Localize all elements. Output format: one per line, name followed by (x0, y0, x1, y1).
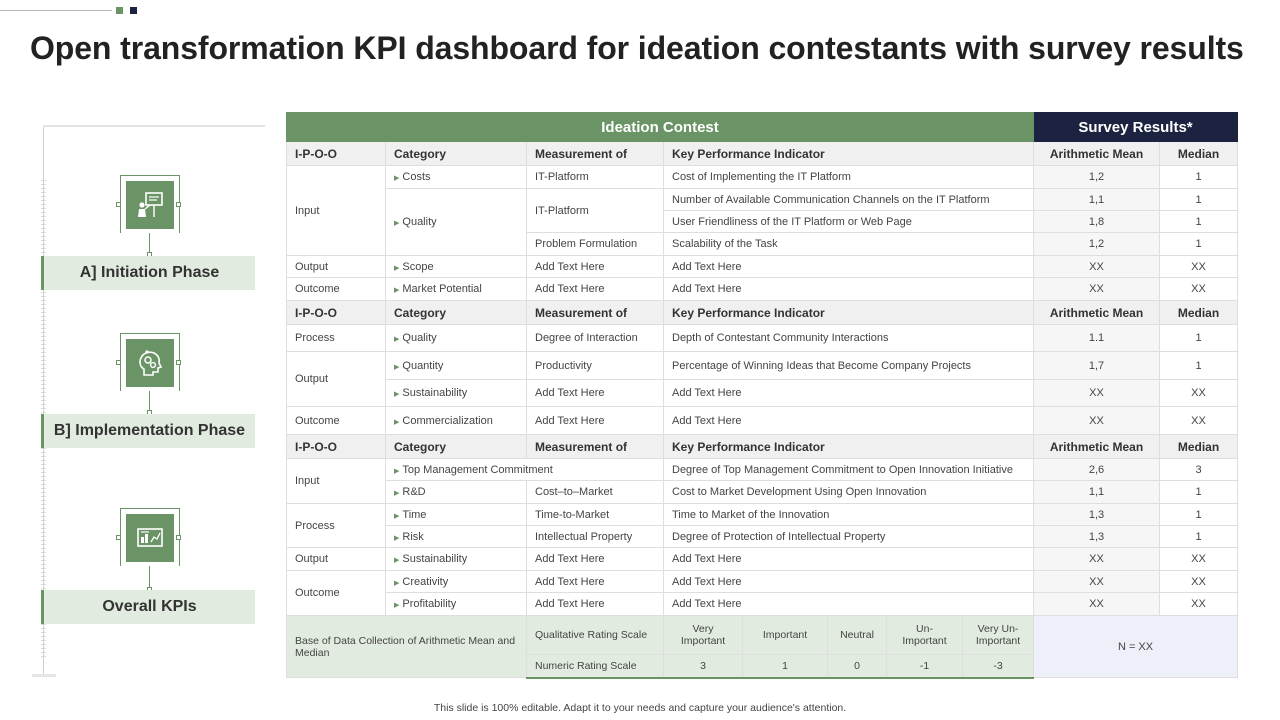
footer-note: This slide is 100% editable. Adapt it to your needs and capture your audience's attention. (433, 702, 847, 714)
measurement-cell: Cost–to–Market (527, 481, 664, 504)
phase-c-label: Overall KPIs (41, 590, 255, 624)
kpi-cell: User Friendliness of the IT Platform or Web Page (664, 211, 1034, 233)
ideation-contest-header: Ideation Contest (287, 113, 1034, 142)
phase-a-knob-right (176, 202, 181, 207)
table-row (287, 526, 1238, 548)
mean-cell: 1.1 (1034, 325, 1160, 352)
scale-num: -1 (887, 655, 963, 678)
section-2-header (287, 301, 1238, 325)
triangle-right-icon: ▶ (394, 175, 400, 182)
col-mean: Arithmetic Mean (1034, 435, 1160, 459)
kpi-cell: Add Text Here (664, 278, 1034, 301)
triangle-right-icon: ▶ (394, 467, 400, 475)
group-process: Process (287, 325, 386, 352)
median-cell: XX (1160, 571, 1238, 593)
col-category: Category (386, 142, 527, 166)
scale-num: -3 (963, 655, 1034, 678)
group-output: Output (287, 548, 386, 571)
median-cell: 1 (1160, 352, 1238, 380)
page-title: Open transformation KPI dashboard for ideation contestants with survey results (30, 30, 1244, 66)
col-kpi: Key Performance Indicator (664, 301, 1034, 325)
mean-cell: XX (1034, 380, 1160, 407)
table-row (287, 325, 1238, 352)
scale-num: 0 (828, 655, 887, 678)
kpi-cell: Cost to Market Development Using Open Innovation (664, 481, 1034, 504)
mean-cell: 1,1 (1034, 481, 1160, 504)
chart-board-icon (126, 514, 174, 562)
measurement-cell: Add Text Here (527, 380, 664, 407)
category-cell: ▶ Sustainability (386, 548, 527, 571)
phase-c-stem (149, 566, 150, 588)
col-mean: Arithmetic Mean (1034, 142, 1160, 166)
measurement-cell: IT-Platform (527, 189, 664, 233)
table-row (287, 548, 1238, 571)
table-row (287, 459, 1238, 481)
median-cell: 3 (1160, 459, 1238, 481)
timeline-top-line (43, 125, 265, 127)
median-cell: XX (1160, 278, 1238, 301)
mean-cell: 1,1 (1034, 189, 1160, 211)
col-median: Median (1160, 142, 1238, 166)
phase-c-knob-left (116, 535, 121, 540)
group-input: Input (287, 459, 386, 504)
kpi-cell: Add Text Here (664, 380, 1034, 407)
kpi-cell: Add Text Here (664, 548, 1034, 571)
qualitative-scale-label: Qualitative Rating Scale (527, 616, 664, 655)
triangle-right-icon: ▶ (394, 512, 400, 520)
group-outcome: Outcome (287, 571, 386, 616)
category-cell: ▶ R&D (386, 481, 527, 504)
scale-qual: Important (743, 616, 828, 655)
group-input: Input (287, 166, 386, 256)
rating-scale-qualitative-row (287, 616, 1238, 655)
scale-qual: Neutral (828, 616, 887, 655)
median-cell: XX (1160, 407, 1238, 435)
section-1-header (287, 142, 1238, 166)
median-cell: 1 (1160, 526, 1238, 548)
category-cell: ▶ Market Potential (386, 278, 527, 301)
mean-cell: 1,3 (1034, 504, 1160, 526)
kpi-cell: Add Text Here (664, 593, 1034, 616)
phase-c-knob-right (176, 535, 181, 540)
measurement-cell: Add Text Here (527, 571, 664, 593)
col-measurement: Measurement of (527, 301, 664, 325)
triangle-right-icon: ▶ (394, 602, 400, 609)
measurement-cell: Add Text Here (527, 278, 664, 301)
kpi-cell: Time to Market of the Innovation (664, 504, 1034, 526)
measurement-cell: Productivity (527, 352, 664, 380)
mean-cell: 1,8 (1034, 211, 1160, 233)
phase-b-stem (149, 391, 150, 411)
base-data-label: Base of Data Collection of Arithmetic Mean and Median (287, 616, 527, 678)
mean-cell: XX (1034, 571, 1160, 593)
kpi-cell: Degree of Protection of Intellectual Property (664, 526, 1034, 548)
col-measurement: Measurement of (527, 142, 664, 166)
mean-cell: XX (1034, 256, 1160, 278)
table-row (287, 504, 1238, 526)
median-cell: 1 (1160, 166, 1238, 189)
scale-num: 1 (743, 655, 828, 678)
decor-square-green (116, 7, 123, 14)
median-cell: XX (1160, 548, 1238, 571)
col-ipoo: I-P-O-O (287, 142, 386, 166)
scale-qual: Very Un-Important (963, 616, 1034, 655)
col-median: Median (1160, 435, 1238, 459)
category-cell: ▶ Quality (386, 325, 527, 352)
phase-b-knob-left (116, 360, 121, 365)
kpi-cell: Degree of Top Management Commitment to Open Innovation Initiative (664, 459, 1034, 481)
median-cell: 1 (1160, 325, 1238, 352)
mean-cell: 1,2 (1034, 166, 1160, 189)
triangle-right-icon: ▶ (394, 579, 400, 587)
triangle-right-icon: ▶ (394, 264, 400, 272)
group-process: Process (287, 504, 386, 548)
group-output: Output (287, 256, 386, 278)
mean-cell: XX (1034, 407, 1160, 435)
triangle-right-icon: ▶ (394, 418, 400, 426)
triangle-right-icon: ▶ (394, 336, 400, 343)
measurement-cell: Add Text Here (527, 407, 664, 435)
median-cell: 1 (1160, 481, 1238, 504)
scale-qual: Un-Important (887, 616, 963, 655)
timeline-end (32, 674, 56, 677)
col-ipoo: I-P-O-O (287, 301, 386, 325)
mean-cell: 1,3 (1034, 526, 1160, 548)
category-cell: ▶ Time (386, 504, 527, 526)
col-category: Category (386, 301, 527, 325)
measurement-cell: Add Text Here (527, 548, 664, 571)
scale-qual: Very Important (664, 616, 743, 655)
median-cell: 1 (1160, 211, 1238, 233)
table-title-row (287, 113, 1238, 142)
measurement-cell: Add Text Here (527, 593, 664, 616)
col-kpi: Key Performance Indicator (664, 142, 1034, 166)
category-cell: ▶ Creativity (386, 571, 527, 593)
col-category: Category (386, 435, 527, 459)
table-row (287, 593, 1238, 616)
median-cell: 1 (1160, 189, 1238, 211)
measurement-cell: Degree of Interaction (527, 325, 664, 352)
measurement-cell: IT-Platform (527, 166, 664, 189)
kpi-cell: Add Text Here (664, 407, 1034, 435)
triangle-right-icon: ▶ (394, 391, 400, 398)
category-cell: ▶ Costs (386, 166, 527, 189)
table-row (287, 256, 1238, 278)
phase-b-knob-right (176, 360, 181, 365)
group-outcome: Outcome (287, 278, 386, 301)
decor-square-navy (130, 7, 137, 14)
triangle-right-icon: ▶ (394, 490, 400, 497)
scale-num: 3 (664, 655, 743, 678)
category-cell: ▶ Quality (386, 189, 527, 256)
group-output: Output (287, 352, 386, 407)
mean-cell: 1,2 (1034, 233, 1160, 256)
category-cell: ▶ Profitability (386, 593, 527, 616)
phase-a-knob-left (116, 202, 121, 207)
table-row (287, 407, 1238, 435)
category-cell: ▶ Risk (386, 526, 527, 548)
kpi-cell: Add Text Here (664, 571, 1034, 593)
group-outcome: Outcome (287, 407, 386, 435)
category-cell: ▶ Top Management Commitment (386, 459, 664, 481)
median-cell: XX (1160, 256, 1238, 278)
mean-cell: XX (1034, 548, 1160, 571)
category-cell: ▶ Sustainability (386, 380, 527, 407)
mean-cell: XX (1034, 278, 1160, 301)
table-row (287, 278, 1238, 301)
col-ipoo: I-P-O-O (287, 435, 386, 459)
mean-cell: XX (1034, 593, 1160, 616)
kpi-cell: Scalability of the Task (664, 233, 1034, 256)
kpi-cell: Depth of Contestant Community Interactions (664, 325, 1034, 352)
phase-b-icon-frame (120, 333, 180, 391)
triangle-right-icon: ▶ (394, 363, 400, 371)
sample-size: N = XX (1034, 616, 1238, 678)
table-row (287, 571, 1238, 593)
measurement-cell: Intellectual Property (527, 526, 664, 548)
presentation-icon (126, 181, 174, 229)
kpi-cell: Percentage of Winning Ideas that Become Company Projects (664, 352, 1034, 380)
mean-cell: 2,6 (1034, 459, 1160, 481)
table-row (287, 481, 1238, 504)
table-row (287, 352, 1238, 380)
measurement-cell: Add Text Here (527, 256, 664, 278)
survey-results-header: Survey Results* (1034, 113, 1238, 142)
decor-line (0, 10, 112, 11)
col-measurement: Measurement of (527, 435, 664, 459)
median-cell: 1 (1160, 233, 1238, 256)
table-row (287, 380, 1238, 407)
kpi-cell: Add Text Here (664, 256, 1034, 278)
table-row (287, 189, 1238, 211)
kpi-table (286, 112, 1238, 679)
col-kpi: Key Performance Indicator (664, 435, 1034, 459)
kpi-cell: Cost of Implementing the IT Platform (664, 166, 1034, 189)
category-cell: ▶ Scope (386, 256, 527, 278)
mean-cell: 1,7 (1034, 352, 1160, 380)
table-row (287, 166, 1238, 189)
median-cell: XX (1160, 593, 1238, 616)
col-mean: Arithmetic Mean (1034, 301, 1160, 325)
median-cell: 1 (1160, 504, 1238, 526)
col-median: Median (1160, 301, 1238, 325)
numeric-scale-label: Numeric Rating Scale (527, 655, 664, 678)
head-gears-icon (126, 339, 174, 387)
measurement-cell: Problem Formulation (527, 233, 664, 256)
triangle-right-icon: ▶ (394, 287, 400, 294)
section-3-header (287, 435, 1238, 459)
triangle-right-icon: ▶ (394, 220, 400, 227)
phase-a-icon-frame (120, 175, 180, 233)
phase-a-label: A] Initiation Phase (41, 256, 255, 290)
measurement-cell: Time-to-Market (527, 504, 664, 526)
category-cell: ▶ Quantity (386, 352, 527, 380)
phase-b-label: B] Implementation Phase (41, 414, 255, 448)
median-cell: XX (1160, 380, 1238, 407)
triangle-right-icon: ▶ (394, 534, 400, 542)
phase-c-icon-frame (120, 508, 180, 566)
category-cell: ▶ Commercialization (386, 407, 527, 435)
kpi-cell: Number of Available Communication Channels on the IT Platform (664, 189, 1034, 211)
triangle-right-icon: ▶ (394, 557, 400, 564)
phase-a-stem (149, 233, 150, 253)
